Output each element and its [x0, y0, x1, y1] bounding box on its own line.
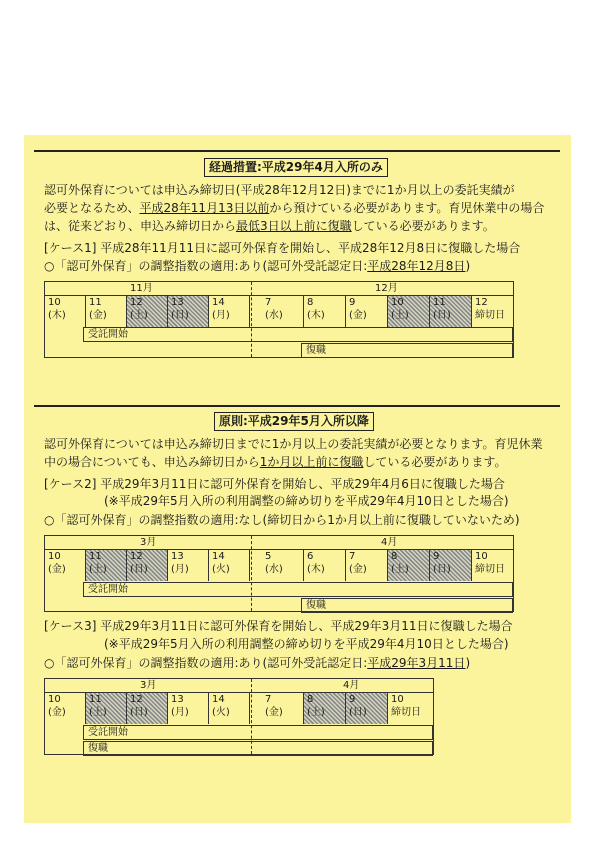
calendar-month-row — [45, 282, 513, 296]
day-number: 10 — [48, 551, 61, 562]
consignment-start-bar: 受託開始 — [83, 582, 513, 597]
day-number: 10 — [48, 297, 61, 308]
month-label: 3月 — [140, 680, 157, 691]
day-number: 8 — [307, 297, 314, 308]
section1-para2: 必要となるため、平成28年11月13日以前から預けている必要があります。育児休業中の場合 — [44, 201, 545, 215]
calendar-day — [262, 296, 304, 327]
calendar-day-holiday — [346, 693, 388, 724]
day-weekday: (金) — [349, 310, 367, 321]
day-weekday: (土) — [89, 707, 107, 718]
section1-title: 経過措置:平成29年4月入所のみ — [204, 158, 388, 177]
calendar-day — [45, 693, 86, 724]
day-number: 13 — [171, 297, 184, 308]
calendar-day-holiday — [388, 296, 430, 327]
day-number: 11 — [89, 297, 102, 308]
day-weekday: (日) — [433, 310, 451, 321]
day-number: 14 — [212, 694, 225, 705]
day-number: 8 — [307, 694, 314, 705]
day-number: 11 — [89, 551, 102, 562]
month-label: 4月 — [381, 537, 398, 548]
calendar-month-row — [45, 679, 433, 693]
calendar-day-holiday — [127, 296, 168, 327]
day-weekday: (火) — [212, 707, 230, 718]
day-weekday: (金) — [349, 564, 367, 575]
day-number: 9 — [433, 551, 440, 562]
day-weekday: (土) — [391, 310, 409, 321]
day-number: 14 — [212, 551, 225, 562]
return-to-work-bar: 復職 — [83, 741, 433, 756]
calendar-day — [45, 550, 86, 581]
calendar-day-holiday — [86, 693, 127, 724]
day-weekday: (日) — [171, 310, 189, 321]
calendar-day — [86, 296, 127, 327]
day-number: 6 — [307, 551, 314, 562]
case2-apply: ○「認可外保育」の調整指数の適用:なし(締切日から1か月以上前に復職していないため) — [44, 513, 520, 527]
day-weekday: (木) — [48, 310, 66, 321]
case2-heading: [ケース2] 平成29年3月11日に認可外保育を開始し、平成29年4月6日に復職した場合 — [44, 477, 505, 491]
case3-apply: ○「認可外保育」の調整指数の適用:あり(認可外受託認定日:平成29年3月11日) — [44, 656, 471, 670]
section2-para2: 中の場合についても、申込み締切日から1か月以上前に復職している必要があります。 — [44, 455, 507, 469]
day-weekday: (土) — [391, 564, 409, 575]
calendar-day — [209, 693, 250, 724]
day-weekday: (水) — [265, 310, 283, 321]
case1-heading: [ケース1] 平成28年11月11日に認可外保育を開始し、平成28年12月8日に復職した場合 — [44, 241, 521, 255]
calendar-day — [304, 550, 346, 581]
day-number: 13 — [171, 694, 184, 705]
case3-note: (※平成29年5月入所の利用調整の締め切りを平成29年4月10日とした場合) — [104, 637, 509, 651]
return-to-work-bar: 復職 — [301, 343, 513, 358]
calendar-day — [262, 693, 304, 724]
day-weekday: (金) — [89, 310, 107, 321]
day-weekday: (水) — [265, 564, 283, 575]
case3-heading: [ケース3] 平成29年3月11日に認可外保育を開始し、平成29年3月11日に復職した場合 — [44, 619, 513, 633]
day-number: 8 — [391, 551, 398, 562]
day-weekday: (金) — [265, 707, 283, 718]
calendar-case3 — [44, 678, 434, 755]
day-number: 10 — [475, 551, 488, 562]
day-weekday: (金) — [48, 564, 66, 575]
calendar-day — [209, 296, 250, 327]
day-number: 11 — [89, 694, 102, 705]
day-number: 7 — [349, 551, 356, 562]
day-weekday: (土) — [130, 310, 148, 321]
day-weekday: (木) — [307, 564, 325, 575]
calendar-day — [346, 296, 388, 327]
day-weekday: (日) — [433, 564, 451, 575]
month-label: 11月 — [130, 283, 153, 294]
calendar-day-holiday — [127, 693, 168, 724]
day-weekday: (木) — [307, 310, 325, 321]
consignment-start-bar: 受託開始 — [83, 725, 433, 740]
month-label: 12月 — [375, 283, 398, 294]
day-weekday: 締切日 — [475, 310, 505, 321]
calendar-case1 — [44, 281, 514, 358]
section2-para1: 認可外保育については申込み締切日までに1か月以上の委託実績が必要となります。育児休業 — [44, 437, 543, 451]
calendar-day — [304, 296, 346, 327]
date-gap-divider — [251, 282, 252, 357]
calendar-day — [168, 550, 209, 581]
section2-title: 原則:平成29年5月入所以降 — [214, 412, 374, 431]
calendar-day-holiday — [127, 550, 168, 581]
calendar-day — [472, 296, 514, 327]
day-number: 13 — [171, 551, 184, 562]
calendar-day — [388, 693, 430, 724]
day-number: 5 — [265, 551, 272, 562]
section2-top-rule — [34, 405, 560, 407]
day-number: 12 — [130, 694, 143, 705]
day-weekday: (日) — [349, 707, 367, 718]
day-weekday: (月) — [171, 564, 189, 575]
calendar-day-holiday — [430, 296, 472, 327]
day-number: 9 — [349, 694, 356, 705]
calendar-day-holiday — [388, 550, 430, 581]
return-to-work-bar: 復職 — [301, 598, 513, 613]
day-number: 12 — [130, 551, 143, 562]
day-weekday: 締切日 — [391, 707, 421, 718]
section1-para3: は、従来どおり、申込み締切日から最低3日以上前に復職している必要があります。 — [44, 219, 495, 233]
day-weekday: (土) — [89, 564, 107, 575]
day-number: 7 — [265, 297, 272, 308]
day-number: 10 — [391, 694, 404, 705]
day-number: 10 — [48, 694, 61, 705]
day-number: 12 — [130, 297, 143, 308]
section1-para1: 認可外保育については申込み締切日(平成28年12月12日)までに1か月以上の委託実績が — [44, 183, 515, 197]
day-weekday: (金) — [48, 707, 66, 718]
day-weekday: 締切日 — [475, 564, 505, 575]
day-weekday: (月) — [212, 310, 230, 321]
section1-top-rule — [34, 150, 560, 152]
calendar-day — [209, 550, 250, 581]
case1-apply: ○「認可外保育」の調整指数の適用:あり(認可外受託認定日:平成28年12月8日) — [44, 259, 471, 273]
day-number: 10 — [391, 297, 404, 308]
consignment-start-bar: 受託開始 — [83, 327, 513, 342]
calendar-day — [168, 693, 209, 724]
day-number: 12 — [475, 297, 488, 308]
day-number: 7 — [265, 694, 272, 705]
day-number: 11 — [433, 297, 446, 308]
date-gap-divider — [251, 536, 252, 611]
case2-note: (※平成29年5月入所の利用調整の締め切りを平成29年4月10日とした場合) — [104, 494, 509, 508]
calendar-day — [472, 550, 514, 581]
day-number: 9 — [349, 297, 356, 308]
calendar-day-holiday — [86, 550, 127, 581]
month-label: 4月 — [343, 680, 360, 691]
day-weekday: (月) — [171, 707, 189, 718]
calendar-month-row — [45, 536, 513, 550]
calendar-case2 — [44, 535, 514, 612]
day-weekday: (土) — [307, 707, 325, 718]
calendar-day-holiday — [168, 296, 209, 327]
day-weekday: (火) — [212, 564, 230, 575]
day-weekday: (日) — [130, 707, 148, 718]
day-weekday: (日) — [130, 564, 148, 575]
day-number: 14 — [212, 297, 225, 308]
calendar-day — [262, 550, 304, 581]
calendar-day — [346, 550, 388, 581]
calendar-day-holiday — [430, 550, 472, 581]
calendar-day-holiday — [304, 693, 346, 724]
month-label: 3月 — [140, 537, 157, 548]
calendar-day — [45, 296, 86, 327]
